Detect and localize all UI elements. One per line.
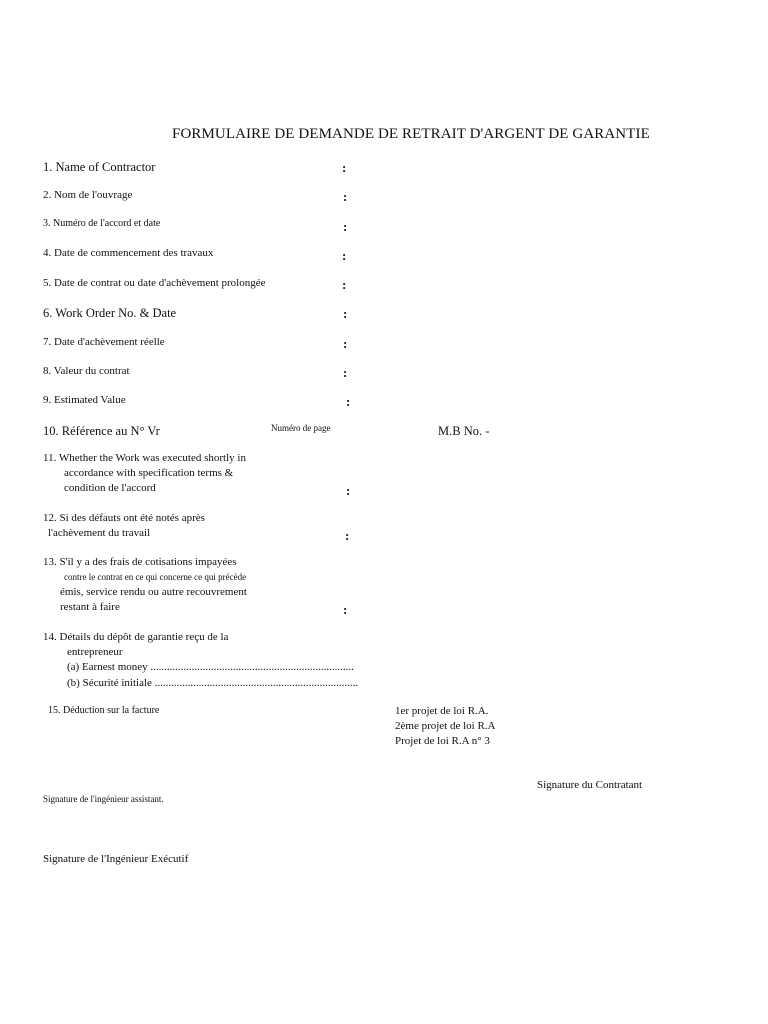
field-2-colon: : [343,189,348,204]
field-4-label: 4. Date de commencement des travaux [43,247,214,259]
field-3-label: 3. Numéro de l'accord et date [43,218,161,229]
ra-bill-3: Projet de loi R.A n° 3 [395,735,490,747]
signature-assistant-engineer: Signature de l'ingénieur assistant. [43,794,164,804]
field-10-mb-label: M.B No. - [438,424,490,438]
field-4-colon: : [342,248,347,263]
field-10-label: 10. Référence au N° Vr [43,424,160,438]
signature-contractor: Signature du Contratant [537,779,643,791]
field-3-colon: : [343,219,348,234]
field-13-line-2: contre le contrat en ce qui concerne ce qui précède [64,572,247,582]
field-8-colon: : [343,365,348,380]
ra-bill-2: 2ème projet de loi R.A [395,720,496,732]
field-12-line-1: 12. Si des défauts ont été notés après [43,512,205,524]
field-13-colon: : [343,602,348,617]
field-2-label: 2. Nom de l'ouvrage [43,189,133,201]
field-14-initial-security: (b) Sécurité initiale .......................................................................... [67,677,359,689]
field-15-label: 15. Déduction sur la facture [48,705,160,716]
field-7-colon: : [343,336,348,351]
ra-bill-1: 1er projet de loi R.A. [395,705,489,717]
field-5-colon: : [342,277,347,292]
field-11-line-3: condition de l'accord [64,482,156,494]
field-6-label: 6. Work Order No. & Date [43,306,177,320]
field-13-line-1: 13. S'il y a des frais de cotisations impayées [43,556,237,568]
field-1-label: 1. Name of Contractor [43,160,156,174]
field-9-colon: : [346,394,351,409]
field-12-colon: : [345,528,350,543]
field-11-line-2: accordance with specification terms & [64,467,234,479]
field-14-earnest-money: (a) Earnest money .......................................................................... [67,661,354,673]
field-6-colon: : [343,306,348,321]
field-10-page-label: Numéro de page [271,423,331,433]
field-14-line-2: entrepreneur [67,646,123,658]
field-8-label: 8. Valeur du contrat [43,365,130,377]
signature-executive-engineer: Signature de l'Ingénieur Exécutif [43,853,189,865]
form-title: FORMULAIRE DE DEMANDE DE RETRAIT D'ARGENT DE GARANTIE [172,126,650,142]
field-9-label: 9. Estimated Value [43,394,126,406]
field-13-line-4: restant à faire [60,601,120,613]
field-5-label: 5. Date de contrat ou date d'achèvement prolongée [43,277,266,289]
field-11-line-1: 11. Whether the Work was executed shortly in [43,452,246,464]
field-11-colon: : [346,483,351,498]
field-14-line-1: 14. Détails du dépôt de garantie reçu de la [43,631,229,643]
field-1-colon: : [342,160,347,175]
field-12-line-2: l'achèvement du travail [48,527,151,539]
field-7-label: 7. Date d'achèvement réelle [43,336,165,348]
field-13-line-3: émis, service rendu ou autre recouvrement [60,586,247,598]
